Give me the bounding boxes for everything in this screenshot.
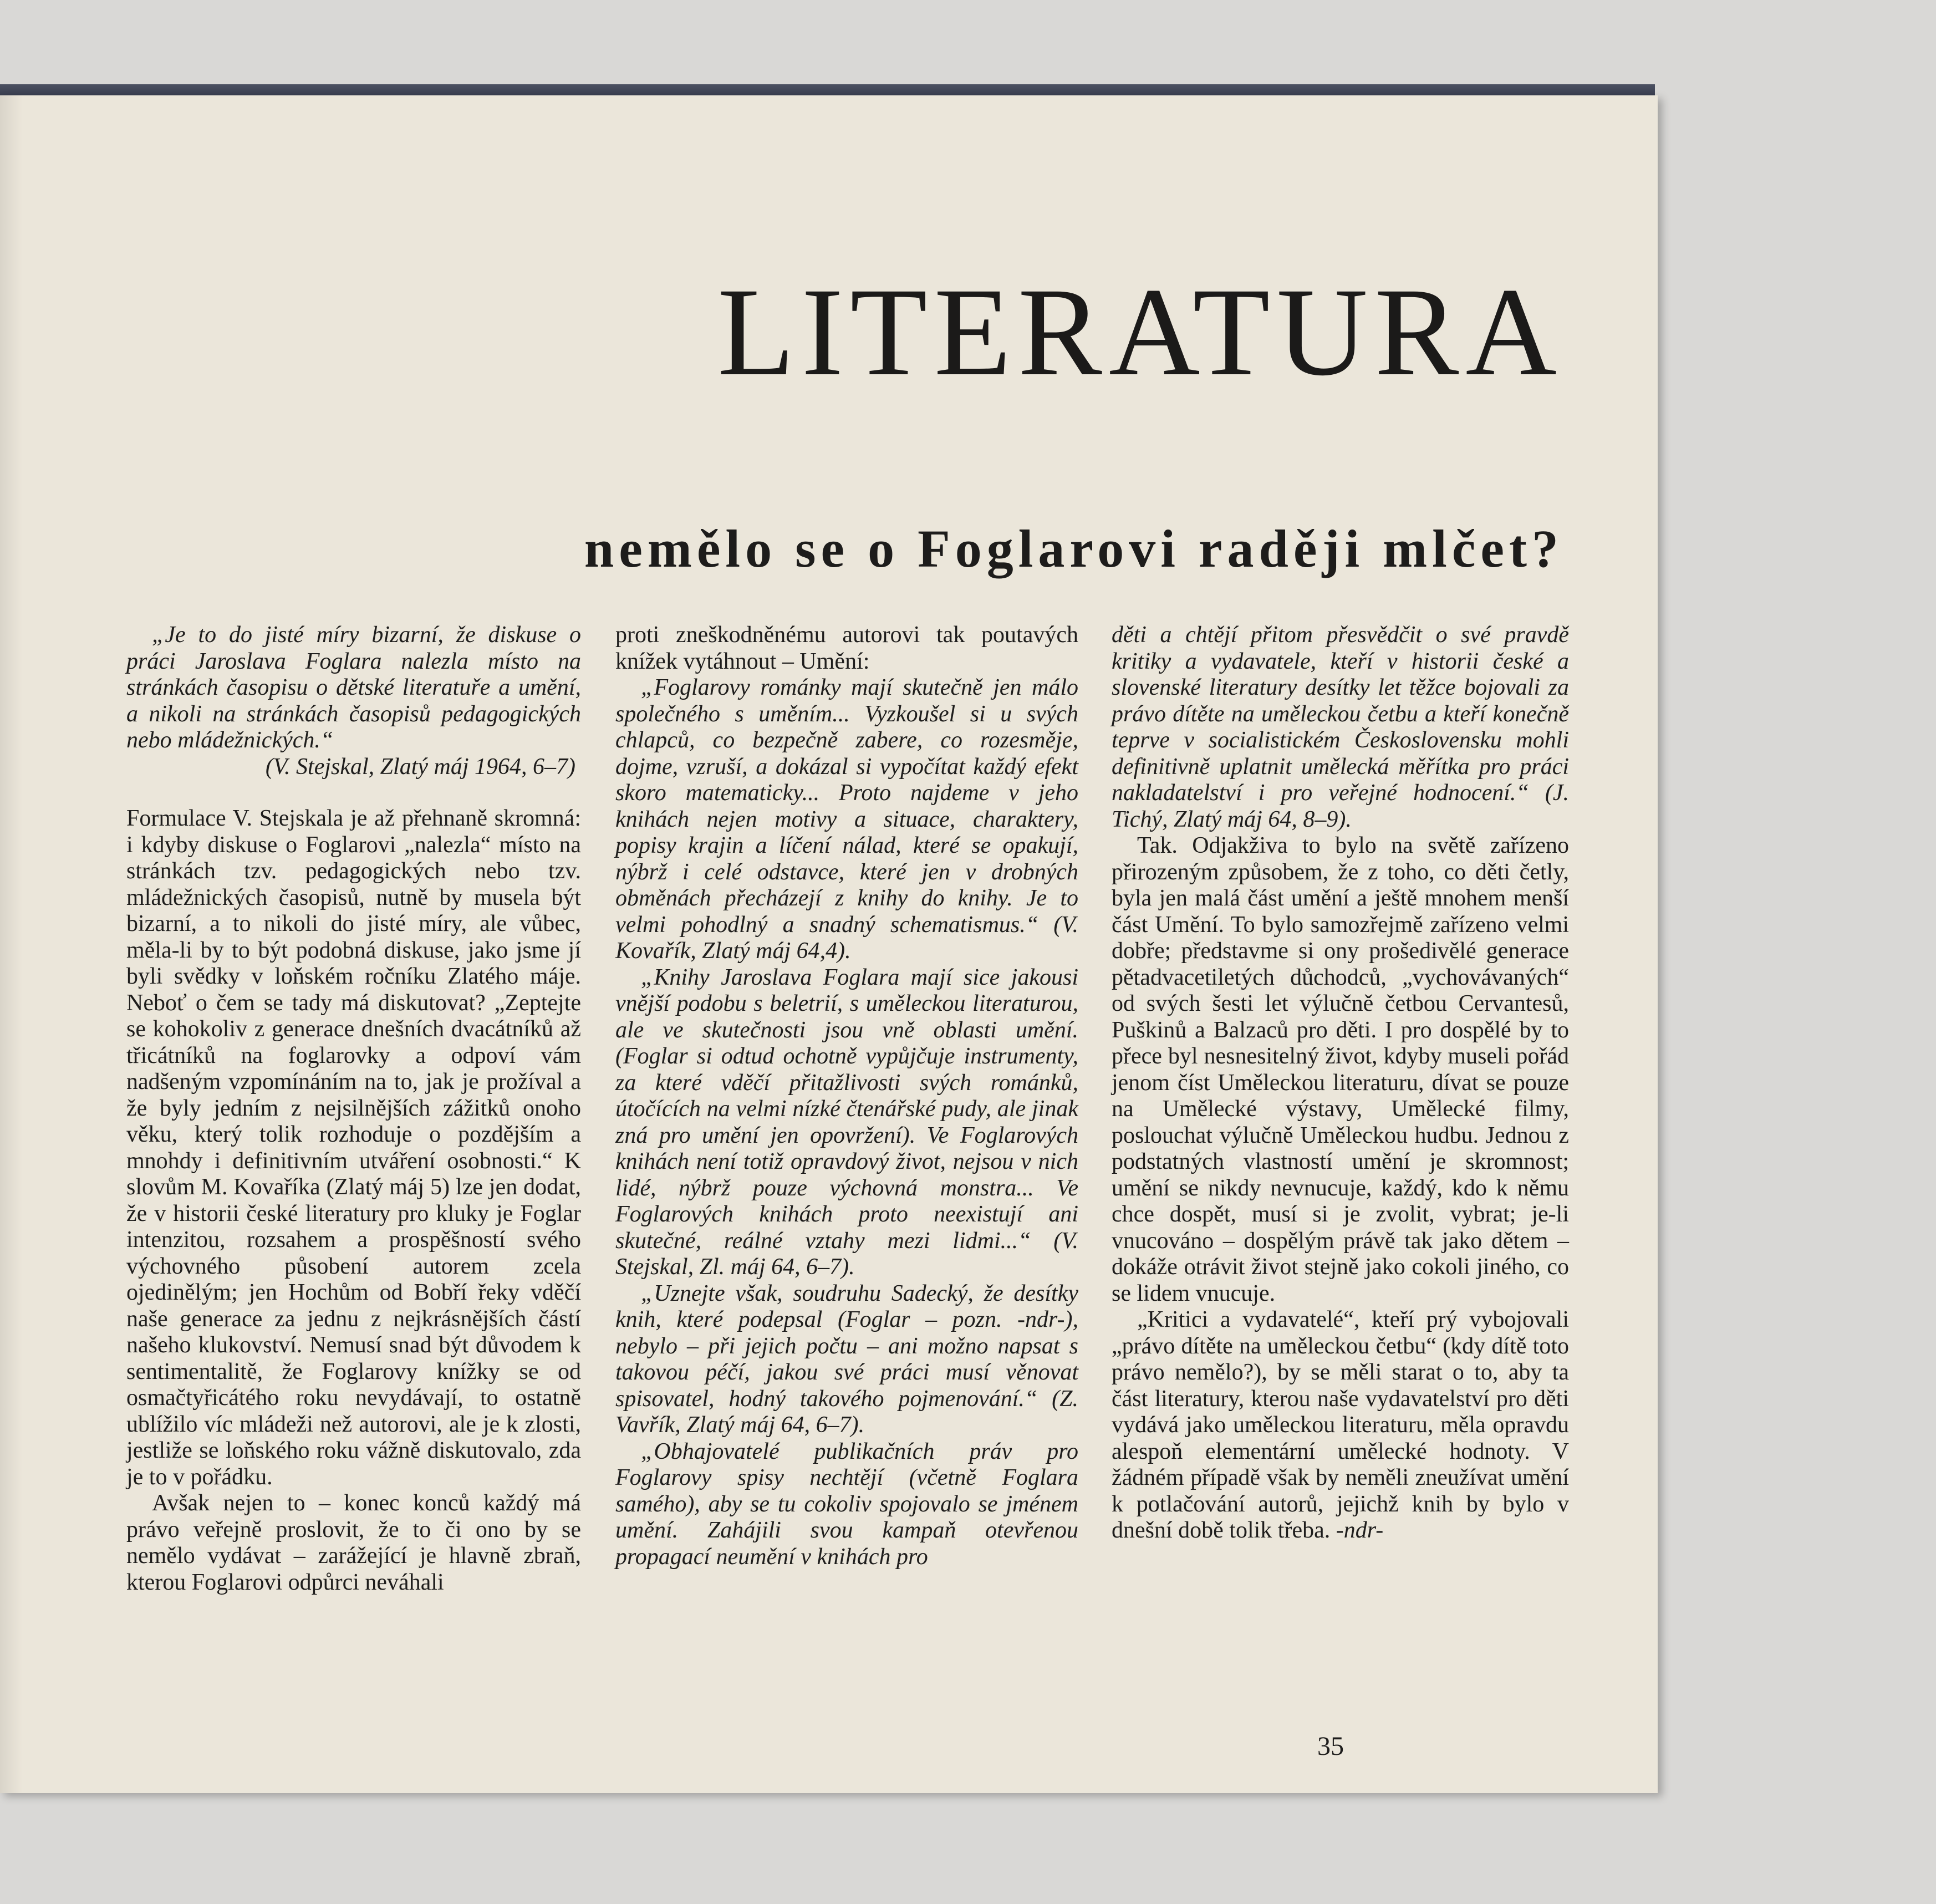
- paragraph: Formulace V. Stejskala je až přehnaně skromná: i kdyby diskuse o Foglarovi „nalezla“ místo na stránkách tzv. pedagogických nebo tzv. mládežnických časopisů, nutně by musela být bizarní, a to nikoli do jisté míry, ale vůbec, měla-li by to být podobná diskuse, jako jsme jí byli svědky v loňském ročníku Zlatého máje. Neboť o čem se tady má diskutovat? „Zeptejte se kohokoliv z generace dnešních dvacátníků až třicátníků na foglarovky a odpoví vám nadšeným vzpomínáním na to, jak je prožíval a že byly jedním z nejsilnějších zážitků onoho věku, který tolik rozhoduje o pozdějším a mnohdy i definitivním utváření osobnosti.“ K slovům M. Kovaříka (Zlatý máj 5) lze jen dodat, že v historii české literatury pro kluky je Foglar intenzitou, rozsahem a prospěšností svého výchovného působení autorem zcela ojedinělým; jen Hochům od Bobří řeky vděčí naše generace za jednu z nejkrásnějších částí našeho klukovství. Nemusí snad být důvodem k sentimentalitě, že Foglarovy knížky se od osmačtyřicátého roku nevydávají, to ostatně ublížilo víc mládeži než autorovi, ale je k zlosti, jestliže se loňského roku vážně diskutovalo, zda je to v pořádku.: [126, 806, 581, 1490]
- epigraph-citation: (V. Stejskal, Zlatý máj 1964, 6–7): [265, 754, 575, 780]
- text-column-1: [126, 622, 581, 1596]
- article-title: nemělo se o Foglarovi raději mlčet?: [584, 518, 1563, 578]
- book-page: [0, 95, 1658, 1793]
- section-title: LITERATURA: [717, 262, 1563, 402]
- page-number: 35: [1317, 1732, 1344, 1761]
- paragraph: [1112, 1307, 1569, 1544]
- quote-paragraph: děti a chtějí přitom přesvědčit o své pravdě kritiky a vydavatele, kteří v historii české a slovenské literatury desítky let těžce bojovali za právo dítěte na uměleckou četbu a kteří konečně teprve v socialistickém Československu mohli definitivně uplatnit umělecká měřítka pro práci nakladatelství i pro veřejné hodnocení.“ (J. Tichý, Zlatý máj 64, 8–9).: [1112, 622, 1569, 832]
- quote-paragraph: „Knihy Jaroslava Foglara mají sice jakousi vnější podobu s beletrií, s uměleckou literaturou, ale ve skutečnosti jsou vně oblasti umění. (Foglar si odtud ochotně vypůjčuje instrumenty, za které vděčí přitažlivosti svých románků, útočících na velmi nízké čtenářské pudy, ale jinak zná pro umění jen opovržení). Ve Foglarových knihách není totiž opravdový život, nejsou v nich lidé, nýbrž pouze výchovná monstra... Ve Foglarových knihách proto neexistují ani skutečné, reálné vztahy mezi lidmi...“ (V. Stejskal, Zl. máj 64, 6–7).: [615, 964, 1078, 1280]
- quote-paragraph: „Uznejte však, soudruhu Sadecký, že desítky knih, které podepsal (Foglar – pozn. -ndr-), nebylo – při jejich počtu – ani možno napsat s takovou péčí, jakou své práci musí věnovat spisovatel, hodný takového pojmenování.“ (Z. Vavřík, Zlatý máj 64, 6–7).: [615, 1280, 1078, 1438]
- gutter-shadow: [0, 95, 22, 1793]
- quote-paragraph: „Obhajovatelé publikačních práv pro Foglarovy spisy nechtějí (včetně Foglara samého), aby se tu cokoliv spojovalo se jménem umění. Zahájili svou kampaň otevřenou propagací neumění v knihách pro: [615, 1438, 1078, 1570]
- paragraph: Tak. Odjakživa to bylo na světě zařízeno přirozeným způsobem, že z toho, co děti četly, byla jen malá část umění a ještě mnohem menší část Umění. To bylo samozřejmě zařízeno velmi dobře; představme si ony prošedivělé generace pětadvacetiletých důchodců, „vychovávaných“ od svých šesti let výlučně četbou Cervantesů, Puškinů a Balzaců pro děti. I pro dospělé by to přece byl nesnesitelný život, kdyby museli pořád jenom číst Uměleckou literaturu, dívat se pouze na Umělecké výstavy, Umělecké filmy, poslouchat výlučně Uměleckou hudbu. Jednou z podstatných vlastností umění je skromnost; umění se nikdy nevnucuje, každý, kdo k němu chce dospět, musí si je zvolit, vybrat; je-li vnucováno – dospělým právě tak jako dětem – dokáže otrávit život stejně jako cokoli jiného, co se lidem vnucuje.: [1112, 833, 1569, 1306]
- quote-paragraph: „Foglarovy románky mají skutečně jen málo společného s uměním... Vyzkoušel si u svých chlapců, co bezpečně zabere, co rozesměje, dojme, vzruší, a dokázal si vypočítat každý efekt skoro matematicky... Proto najdeme v jeho knihách nejen motivy a situace, charaktery, popisy krajin a líčení nálad, které se opakují, nýbrž i celé odstavce, které jen v drobných obměnách přecházejí z knihy do knihy. Je to velmi pohodlný a snadný schematismus.“ (V. Kovařík, Zlatý máj 64,4).: [615, 675, 1078, 964]
- epigraph-quote: „Je to do jisté míry bizarní, že diskuse o práci Jaroslava Foglara nalezla místo na stránkách časopisu o dětské literatuře a umění, a nikoli na stránkách časopisů pedagogických nebo mládežnických.“: [126, 622, 581, 753]
- paragraph-text: „Kritici a vydavatelé“, kteří prý vybojovali „právo dítěte na uměleckou četbu“ (kdy dítě toto právo nemělo?), by se měli starat o to, aby ta část literatury, kterou naše vydavatelství pro děti vydává jako uměleckou literaturu, měla opravdu alespoň elementární umělecké hodnoty. V žádném případě však by neměli zneužívat umění k potlačování autorů, jejichž knih by bylo v dnešní době tolik třeba.: [1112, 1307, 1569, 1543]
- paragraph: proti zneškodněnému autorovi tak poutavých knížek vytáhnout – Umění:: [615, 622, 1078, 674]
- text-column-2: [615, 622, 1078, 1570]
- paragraph: Avšak nejen to – konec konců každý má právo veřejně proslovit, že to či ono by se nemělo vydávat – zarážející je hlavně zbraň, kterou Foglarovi odpůrci neváhali: [126, 1490, 581, 1595]
- author-signature: -ndr-: [1336, 1518, 1384, 1543]
- text-column-3: [1112, 622, 1569, 1544]
